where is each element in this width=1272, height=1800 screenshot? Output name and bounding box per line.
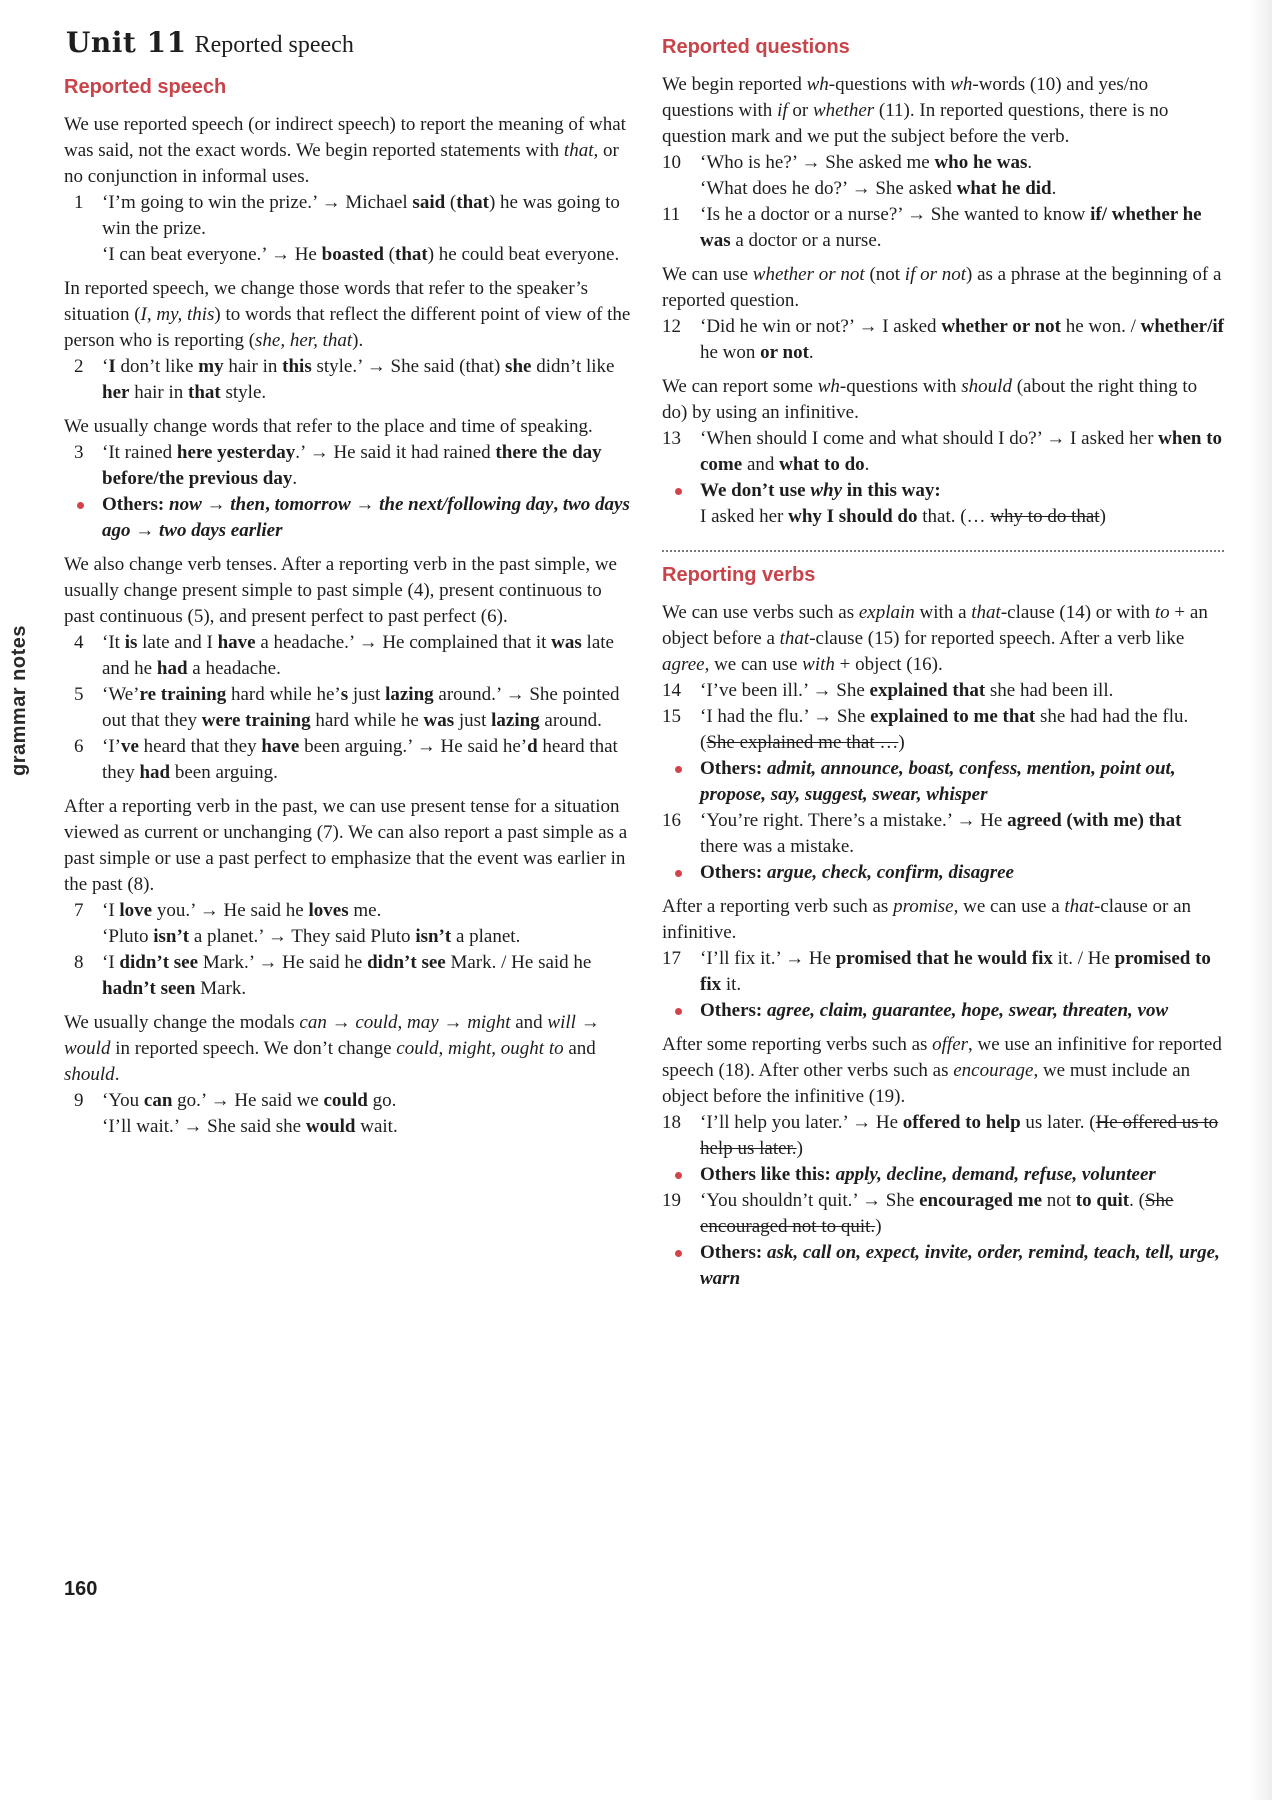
section-heading-reporting-verbs: Reporting verbs (662, 564, 816, 586)
example-18 (662, 1110, 1224, 1162)
example-number: 14 (662, 680, 681, 701)
section-body (662, 600, 1224, 1292)
sidebar-label-grammar-notes: grammar notes (8, 625, 30, 776)
example-number: 13 (662, 428, 681, 449)
example-number: 8 (74, 952, 84, 973)
unit-name: Reported speech (194, 32, 354, 58)
bullet-note: Others: agree, claim, guarantee, hope, swear, threaten, vow (662, 998, 1224, 1024)
paragraph: After a reporting verb in the past, we can use present tense for a situation viewed as current or unchanging (7). We can also report a past simple as a past simple or use a past perfect to emphasize that the event was earlier in the past (8). (64, 796, 628, 895)
example-text: ‘I don’t like my hair in this style.’ → She said (that) she didn’t like her hair in that style. (102, 356, 615, 403)
paragraph: We can use verbs such as explain with a that-clause (14) or with to + an object before a that-clause (15) for reported speech. After a verb like agree, we can use with + object (16). (662, 602, 1208, 675)
example-number: 11 (662, 204, 681, 225)
example-number: 1 (74, 192, 84, 213)
bullet-note: Others: now → then, tomorrow → the next/following day, two days ago → two days earlier (64, 492, 632, 544)
example-text: ‘When should I come and what should I do?’ → I asked her when to come and what to do. (700, 428, 1223, 475)
example-15 (662, 704, 1224, 756)
example-number: 15 (662, 706, 681, 727)
example-text: ‘I had the flu.’ → She explained to me that she had had the flu. (She explained me that …) (700, 706, 1189, 753)
page-number: 160 (64, 1578, 98, 1600)
example-text: ‘I’ve heard that they have been arguing.’ → He said he’d heard that they had been arguing. (102, 736, 618, 783)
example-text: ‘I’ve been ill.’ → She explained that she had been ill. (700, 680, 1114, 701)
example-number: 19 (662, 1190, 681, 1211)
example-9 (64, 1088, 632, 1140)
section-divider (662, 550, 1224, 552)
section-body (662, 72, 1224, 530)
example-text: ‘I’ll help you later.’ → He offered to help us later. (He offered us to help us later.) (700, 1112, 1219, 1159)
bullet-note: Others: ask, call on, expect, invite, order, remind, teach, tell, urge, warn (662, 1240, 1224, 1292)
unit-number: Unit 11 (66, 26, 187, 59)
example-text: ‘I love you.’ → He said he loves me. ‘Pluto isn’t a planet.’ → They said Pluto isn’t a planet. (102, 900, 521, 947)
example-11 (662, 202, 1224, 254)
example-number: 10 (662, 152, 681, 173)
example-text: ‘You can go.’ → He said we could go. ‘I’ll wait.’ → She said she would wait. (102, 1090, 398, 1137)
example-text: ‘You shouldn’t quit.’ → She encouraged me not to quit. (She encouraged not to quit.) (700, 1190, 1174, 1237)
example-number: 5 (74, 684, 84, 705)
example-number: 18 (662, 1112, 681, 1133)
example-text: ‘I didn’t see Mark.’ → He said he didn’t see Mark. / He said he hadn’t seen Mark. (102, 952, 592, 999)
paragraph: We can use whether or not (not if or not) as a phrase at the beginning of a reported question. (662, 264, 1222, 311)
example-text: ‘Did he win or not?’ → I asked whether or not he won. / whether/if he won or not. (700, 316, 1224, 363)
section-heading-reported-speech: Reported speech (64, 76, 227, 98)
example-number: 7 (74, 900, 84, 921)
left-column (64, 74, 632, 1140)
example-number: 9 (74, 1090, 84, 1111)
example-4 (64, 630, 632, 682)
example-14 (662, 678, 1224, 704)
unit-title (66, 26, 354, 59)
example-1 (64, 190, 632, 268)
example-3 (64, 440, 632, 492)
example-number: 4 (74, 632, 84, 653)
paragraph: We also change verb tenses. After a reporting verb in the past simple, we usually change present simple to past simple (4), present continuous to past continuous (5), and present perfect to past perfect (6). (64, 554, 617, 627)
bullet-note: Others like this: apply, decline, demand, refuse, volunteer (662, 1162, 1224, 1188)
paragraph: We usually change the modals can → could, may → might and will → would in reported speech. We don’t change could, might, ought to and should. (64, 1012, 600, 1085)
example-10 (662, 150, 1224, 202)
example-number: 16 (662, 810, 681, 831)
example-16 (662, 808, 1224, 860)
example-number: 2 (74, 356, 84, 377)
example-19 (662, 1188, 1224, 1240)
example-5 (64, 682, 632, 734)
example-2 (64, 354, 632, 406)
example-12 (662, 314, 1224, 366)
paragraph: We usually change words that refer to the place and time of speaking. (64, 416, 593, 437)
bullet-note: Others: argue, check, confirm, disagree (662, 860, 1224, 886)
example-text: ‘It rained here yesterday.’ → He said it had rained there the day before/the previous day. (102, 442, 602, 489)
example-number: 6 (74, 736, 84, 757)
bullet-note: We don’t use why in this way: I asked her why I should do that. (… why to do that) (662, 478, 1224, 530)
example-text: ‘It is late and I have a headache.’ → He complained that it was late and he had a headache. (102, 632, 614, 679)
paragraph: We use reported speech (or indirect speech) to report the meaning of what was said, not the exact words. We begin reported statements with that, or no conjunction in informal uses. (64, 114, 626, 187)
example-13 (662, 426, 1224, 478)
example-text: ‘We’re training hard while he’s just lazing around.’ → She pointed out that they were training hard while he was just lazing around. (102, 684, 620, 731)
example-number: 17 (662, 948, 681, 969)
section-heading-reported-questions: Reported questions (662, 36, 850, 58)
paragraph: After a reporting verb such as promise, we can use a that-clause or an infinitive. (662, 896, 1192, 943)
right-column (662, 34, 1224, 1292)
example-number: 12 (662, 316, 681, 337)
example-17 (662, 946, 1224, 998)
example-text: ‘I’ll fix it.’ → He promised that he would fix it. / He promised to fix it. (700, 948, 1211, 995)
example-6 (64, 734, 632, 786)
paragraph: We can report some wh-questions with should (about the right thing to do) by using an infinitive. (662, 376, 1198, 423)
example-text: ‘Is he a doctor or a nurse?’ → She wanted to know if/ whether he was a doctor or a nurse. (700, 204, 1202, 251)
example-text: ‘You’re right. There’s a mistake.’ → He agreed (with me) that there was a mistake. (700, 810, 1182, 857)
paragraph: In reported speech, we change those words that refer to the speaker’s situation (I, my, this) to words that reflect the different point of view of the person who is reporting (she, her, that). (64, 278, 631, 351)
section-body (64, 112, 632, 1140)
page-gutter-shade (1250, 0, 1272, 1800)
bullet-note: Others: admit, announce, boast, confess, mention, point out, propose, say, suggest, swear, whisper (662, 756, 1224, 808)
paragraph: We begin reported wh-questions with wh-words (10) and yes/no questions with if or whether (11). In reported questions, there is no question mark and we put the subject before the verb. (662, 74, 1169, 147)
paragraph: After some reporting verbs such as offer, we use an infinitive for reported speech (18). After other verbs such as encourage, we must include an object before the infinitive (19). (662, 1034, 1222, 1107)
example-7 (64, 898, 632, 950)
example-text: ‘I’m going to win the prize.’ → Michael said (that) he was going to win the prize. ‘I can beat everyone.’ → He boasted (that) he could beat everyone. (102, 192, 620, 265)
example-number: 3 (74, 442, 84, 463)
example-8 (64, 950, 632, 1002)
example-text: ‘Who is he?’ → She asked me who he was. ‘What does he do?’ → She asked what he did. (700, 152, 1057, 199)
